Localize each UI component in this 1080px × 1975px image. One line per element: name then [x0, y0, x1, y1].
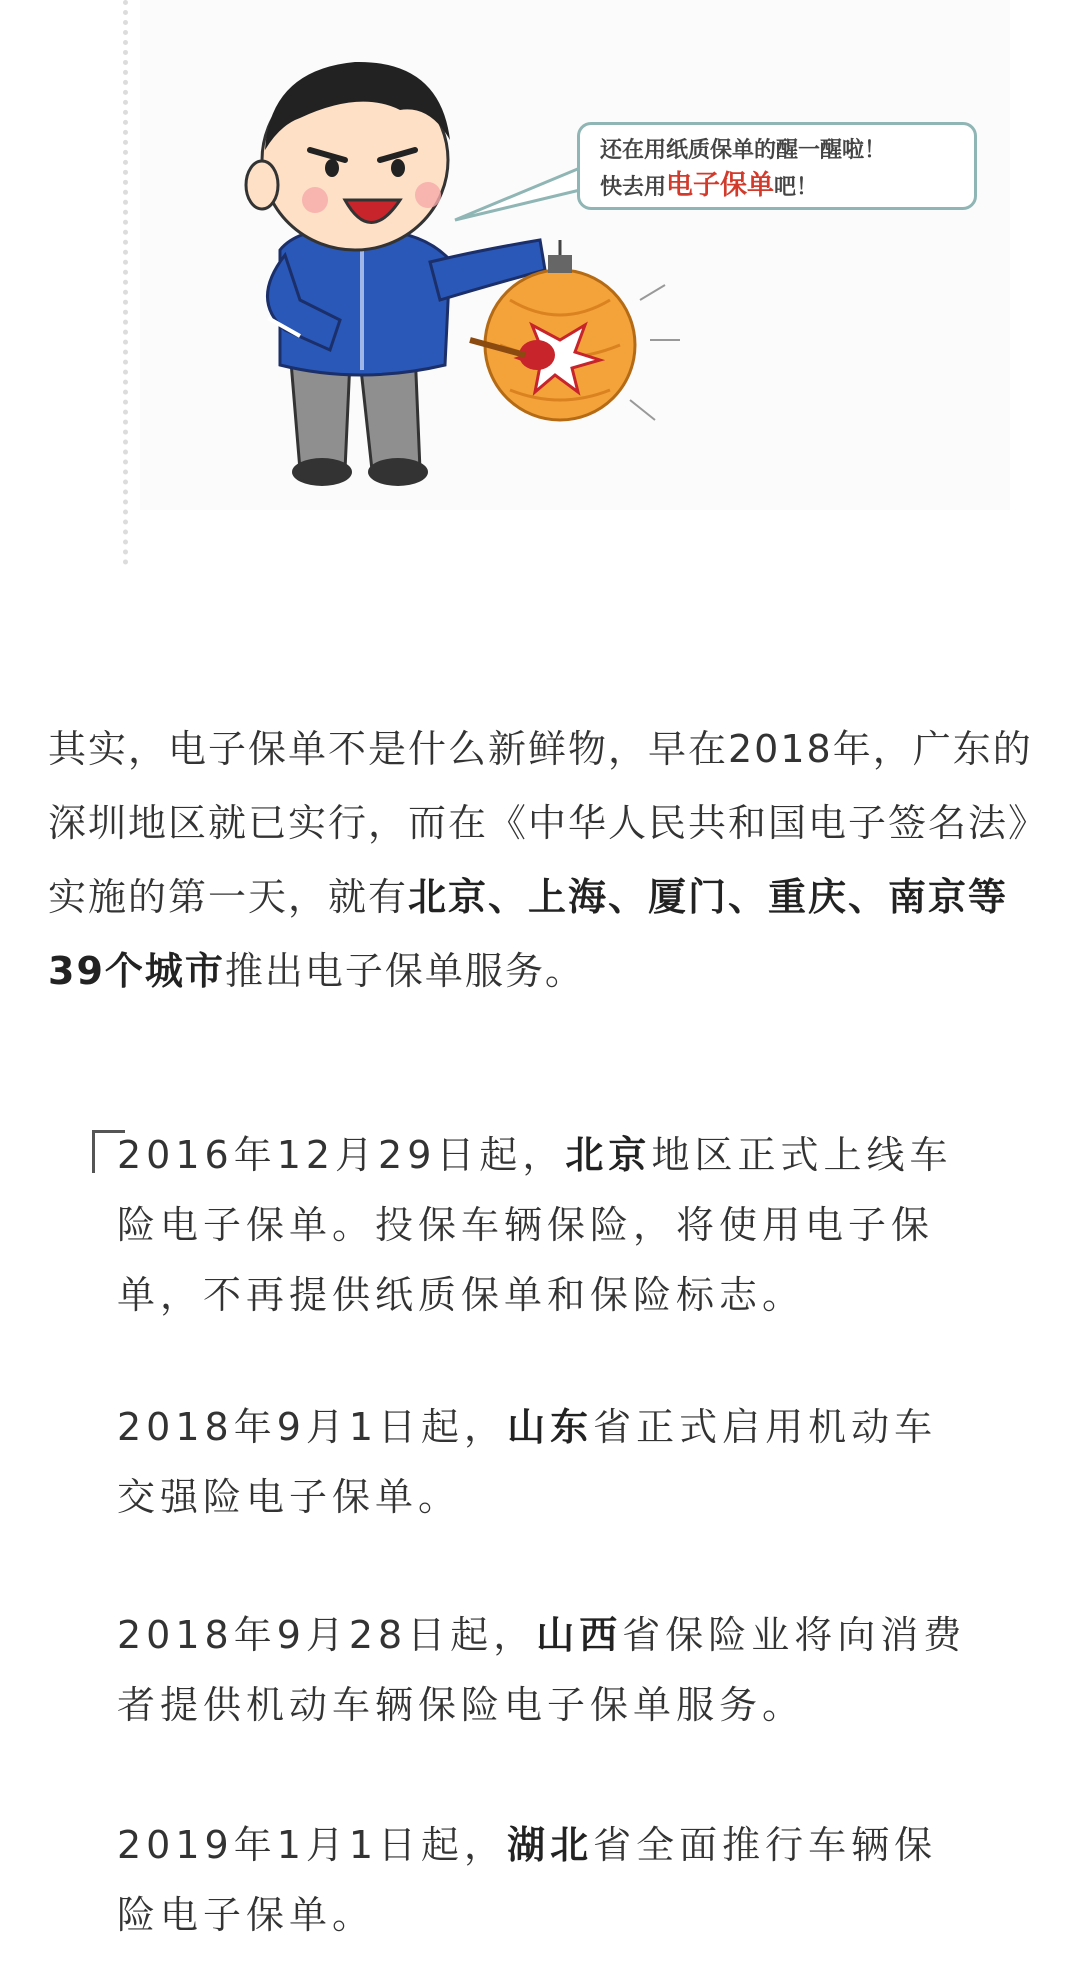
speech-bubble-suffix: 吧！: [774, 175, 819, 200]
speech-bubble-highlight: 电子保单: [666, 170, 775, 201]
timeline-item-beijing: [117, 1120, 967, 1330]
intro-text-part-1: 其实，电子保单不是什么新鲜物，早在2018年，广东的深圳地区就已实行，而在《中华人民共和国电子签名法》实施的第一天，就有: [48, 727, 1033, 919]
speech-bubble: [577, 122, 977, 210]
timeline-text: 地区正式上线车险电子保单。投保车辆保险，将使用电子保单，不再提供纸质保单和保险标志。: [117, 1133, 953, 1317]
timeline-region: 北京: [565, 1133, 652, 1177]
timeline-date: 2018年9月28日起，: [117, 1613, 537, 1657]
timeline-text: 省保险业将向消费者提供机动车辆保险电子保单服务。: [117, 1613, 967, 1727]
timeline-region: 山西: [536, 1613, 623, 1657]
speech-bubble-tail-icon: [455, 168, 580, 220]
intro-paragraph: [48, 712, 1038, 1008]
timeline-text: 省全面推行车辆保险电子保单。: [117, 1823, 938, 1937]
timeline-text: 省正式启用机动车交强险电子保单。: [117, 1405, 938, 1519]
timeline-item-shandong: [117, 1392, 967, 1532]
timeline-region: 山东: [507, 1405, 594, 1449]
timeline-region: 湖北: [507, 1823, 594, 1867]
timeline-item-shanxi: [117, 1600, 967, 1740]
timeline-item-hubei: [117, 1810, 967, 1950]
speech-bubble-line-1: 还在用纸质保单的醒一醒啦！: [600, 138, 887, 163]
face-icon: [246, 62, 450, 250]
speech-bubble-line-2: [600, 168, 954, 205]
timeline-date: 2019年1月1日起，: [117, 1823, 508, 1867]
cartoon-man-illustration: [0, 0, 1080, 560]
timeline-date: 2016年12月29日起，: [117, 1133, 566, 1177]
timeline-date: 2018年9月1日起，: [117, 1405, 508, 1449]
intro-text-part-2: 推出电子保单服务。: [224, 949, 585, 993]
intro-bold-cities: 北京、上海、厦门、重庆、南京等39个城市: [48, 875, 1009, 993]
speech-bubble-prefix: 快去用: [600, 175, 667, 200]
